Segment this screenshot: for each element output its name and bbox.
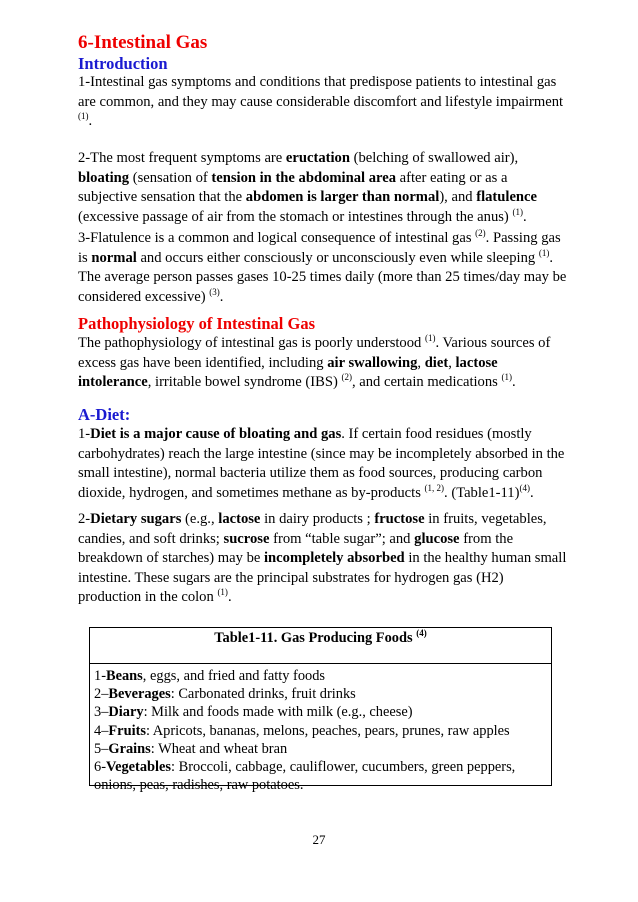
citation: (1): [424, 333, 436, 344]
intro-paragraph-1: 1-Intestinal gas symptoms and conditions that predispose patients to intestinal gas are common, and they may cause considerable discomfort and lifestyle impairment $^{(1)}$.: [78, 74, 564, 130]
citation: (1, 2): [424, 482, 445, 493]
citation: (1): [538, 247, 550, 258]
citation: (4): [519, 482, 530, 493]
pathophysiology-heading: Pathophysiology of Intestinal Gas: [78, 314, 315, 333]
citation: (1): [78, 111, 89, 122]
diet-paragraph-2: 2-Dietary sugars (e.g., lactose in dairy products ; fructose in fruits, vegetables, candies, and soft drinks; sucrose from “table sugar”; and glucose from the breakdown of starches) may be incompletely absorbed in the healthy human small intestine. These sugars are the principal substrates for hydrogen gas (H2) production in the colon $^{(1)}$.: [78, 511, 567, 606]
table-body: [90, 664, 551, 794]
page-number: 27: [312, 832, 326, 847]
table-row: 4–Fruits: Apricots, bananas, melons, peaches, pears, prunes, raw apples: [94, 722, 510, 739]
table-row: 6-Vegetables: Broccoli, cabbage, cauliflower, cucumbers, green peppers, onions, peas, radishes, raw potatoes.: [94, 759, 516, 794]
chapter-title: 6-Intestinal Gas: [78, 32, 208, 53]
citation: (2): [475, 228, 486, 239]
pathophysiology-paragraph: The pathophysiology of intestinal gas is poorly understood $^{(1)}$. Various sources of excess gas have been identified, including air swallowing, diet, lactose intolerance, irritable bowel syndrome (IBS) $^{(2)}$, and certain medications $^{(1)}$.: [78, 333, 551, 391]
table-row: 1-Beans, eggs, and fried and fatty foods: [94, 668, 326, 684]
intro-paragraph-2: 2-The most frequent symptoms are eructation (belching of swallowed air), bloating (sensation of tension in the abdominal area after eating or as a subjective sensation that the abdomen is larger than normal), and flatulence (excessive passage of air from the stomach or intestines through the anus) $^{(1)}$.: [78, 150, 537, 225]
diet-heading: A-Diet:: [78, 405, 131, 424]
table-row: 3–Diary: Milk and foods made with milk (e.g., cheese): [94, 704, 413, 721]
citation: (2): [341, 372, 352, 383]
table-row: 5–Grains: Wheat and wheat bran: [94, 740, 288, 757]
intro-paragraph-3: 3-Flatulence is a common and logical consequence of intestinal gas $^{(2)}$. Passing gas is normal and occurs either consciously or unconsciously even while sleeping $^{(1)}$. The average person passes gases 10-25 times daily (more than 25 times/day may be considered excessive) $^{(3)}$.: [78, 228, 567, 305]
citation: (1): [217, 587, 228, 598]
diet-paragraph-1: 1-Diet is a major cause of bloating and gas. If certain food residues (mostly carbohydrates) reach the large intestine (since may be incompletely absorbed in the small intestine), normal bacteria utilize them as food sources, producing carbon dioxide, hydrogen, and sometimes methane as by-products $^{(1, 2)}$. (Table1-11)$^{(4)}$.: [78, 426, 565, 501]
citation: (1): [501, 372, 512, 383]
citation: (1): [512, 206, 523, 217]
table-caption: Table1-11. Gas Producing Foods $^{(4)}$: [90, 628, 551, 664]
citation: (3): [209, 286, 220, 297]
citation: (4): [416, 628, 427, 639]
gas-producing-foods-table: [89, 627, 552, 794]
table-row: 2–Beverages: Carbonated drinks, fruit drinks: [94, 686, 356, 703]
introduction-heading: Introduction: [78, 54, 168, 73]
